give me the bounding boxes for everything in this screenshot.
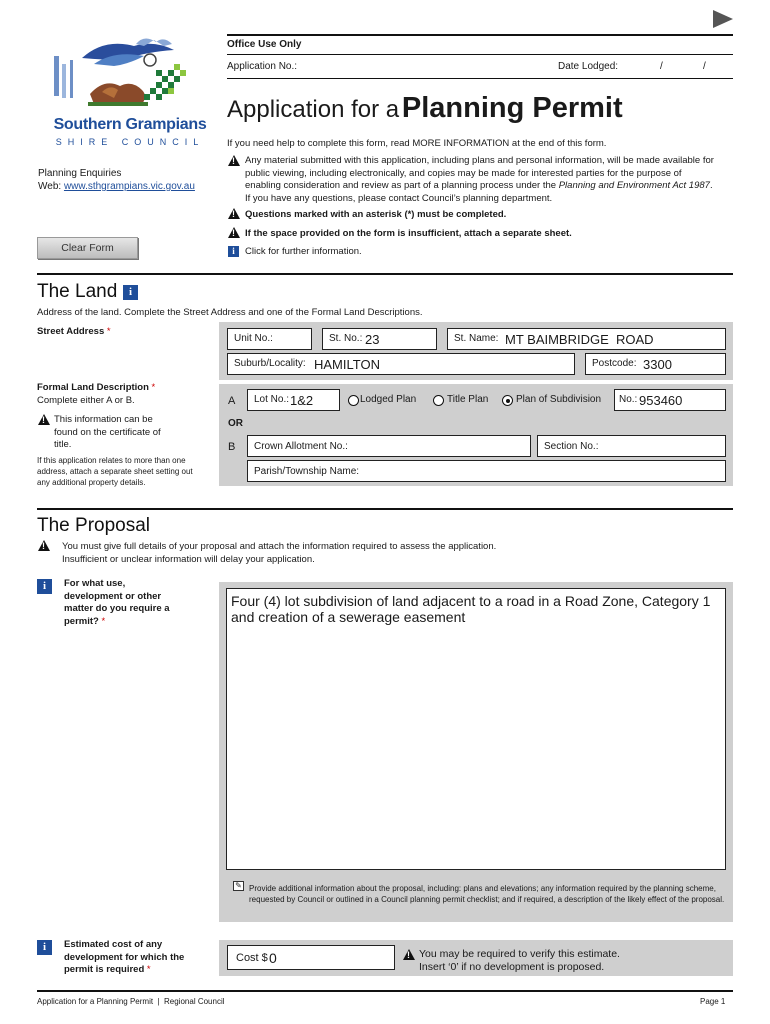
council-name: Southern Grampians [53, 116, 207, 133]
info-icon[interactable]: i [228, 246, 239, 257]
proposal-section-title: The Proposal [37, 515, 151, 536]
notice-text-a: Any material submitted with this application, including plans and personal information, will be made available for public viewing, including electronically, and copies may be made for interested parties for the purpose of enabling consideration and review as part of a planning process under the [245, 155, 714, 191]
cost-field[interactable] [227, 945, 395, 970]
parish-field[interactable] [247, 460, 726, 482]
street-name-field[interactable] [447, 328, 726, 350]
application-no-label: Application No.: [227, 61, 298, 72]
office-bottom-rule [227, 78, 733, 79]
formal-land-label [37, 382, 155, 395]
cost-label: Cost $ [236, 952, 268, 964]
warning-icon [228, 155, 240, 166]
date-separator-1: / [660, 61, 663, 72]
unit-no-field[interactable] [227, 328, 312, 350]
title-plan-label: Title Plan [447, 394, 489, 405]
date-lodged-label: Date Lodged: [558, 61, 619, 72]
lodged-plan-label: Lodged Plan [360, 394, 417, 405]
option-b-label: B [228, 441, 236, 453]
postcode-label: Postcode: [592, 358, 637, 369]
land-info-icon[interactable]: i [123, 285, 138, 300]
office-mid-rule [227, 54, 733, 55]
warning-icon [38, 540, 50, 551]
street-address-text: Street Address [37, 326, 105, 337]
required-asterisk: * [146, 964, 151, 975]
additional-info-text: Provide additional information about the proposal, including: plans and elevations; any information required by the planning scheme, requested by Council or outlined in a Council planning permit checklist; and if required, a description of the likely effect of the proposal. [249, 884, 725, 904]
cost-note-1: You may be required to verify this estimate. [419, 948, 620, 960]
website-line [38, 181, 195, 192]
warning-icon [228, 227, 240, 238]
multi-address-note: If this application relates to more than one address, attach a separate sheet setting out any additional property details. [37, 456, 193, 487]
formal-land-text: Formal Land Description [37, 382, 149, 393]
option-a-label: A [228, 395, 236, 407]
insufficient-space-notice: If the space provided on the form is insufficient, attach a separate sheet. [245, 228, 572, 239]
lot-no-value: 1&2 [290, 393, 314, 408]
further-info-text: Click for further information. [245, 246, 362, 257]
notice-text-b: . If you have any questions, please contact Council’s planning department. [245, 180, 713, 204]
plan-of-subdivision-radio[interactable] [502, 395, 513, 406]
section-no-label: Section No.: [544, 441, 599, 452]
certificate-note: This information can be found on the certificate of title. [54, 414, 161, 450]
asterisk-notice: Questions marked with an asterisk (*) must be completed. [245, 209, 507, 220]
required-asterisk: * [101, 615, 106, 627]
date-separator-2: / [703, 61, 706, 72]
plan-no-value: 953460 [639, 393, 683, 408]
postcode-field[interactable] [585, 353, 726, 375]
web-label: Web: [38, 181, 62, 192]
street-name-label: St. Name: [454, 333, 499, 344]
suburb-field[interactable] [227, 353, 575, 375]
parish-label: Parish/Township Name: [254, 466, 360, 477]
footer-rule [37, 990, 733, 992]
proposal-notice-line1: You must give full details of your proposal and attach the information required to assess the application. [62, 541, 497, 552]
complete-either-text: Complete either A or B. [37, 395, 135, 406]
required-asterisk: * [151, 382, 156, 393]
use-description-value: Four (4) lot subdivision of land adjacent to a road in a Road Zone, Category 1 and creation of a sewerage easement [231, 593, 711, 625]
lot-no-field[interactable] [247, 389, 340, 411]
section-no-field[interactable] [537, 435, 726, 457]
public-viewing-notice [245, 155, 720, 205]
lot-no-label: Lot No.: [254, 394, 290, 405]
suburb-value: HAMILTON [314, 357, 380, 372]
plan-no-field[interactable] [614, 389, 726, 411]
notice-act-name: Planning and Environment Act 1987 [558, 180, 710, 191]
street-address-label [37, 326, 111, 339]
warning-icon [38, 414, 50, 425]
cost-question [64, 939, 212, 977]
logo-graphic-icon [44, 30, 216, 120]
planning-enquiries-label: Planning Enquiries [38, 168, 122, 179]
proposal-section-rule [37, 508, 733, 510]
warning-icon [403, 949, 415, 960]
office-top-rule [227, 34, 733, 36]
clear-form-button[interactable] [37, 237, 138, 259]
use-info-icon[interactable]: i [37, 579, 52, 594]
edit-icon: ✎ [233, 881, 244, 891]
council-logo [44, 30, 216, 152]
clear-form-label: Clear Form [61, 242, 114, 254]
cost-value: 0 [269, 950, 277, 966]
suburb-label: Suburb/Locality: [234, 358, 306, 369]
plan-of-subdivision-label: Plan of Subdivision [516, 394, 602, 405]
cost-info-icon[interactable]: i [37, 940, 52, 955]
use-description-field[interactable] [226, 588, 726, 870]
cost-note-2: Insert ‘0’ if no development is proposed. [419, 961, 605, 973]
cost-question-text: Estimated cost of any development for which the permit is required [64, 939, 185, 975]
title-prefix: Application for a [227, 96, 400, 123]
proposal-notice-line2: Insufficient or unclear information will delay your application. [62, 554, 315, 565]
land-section-title: The Land [37, 281, 118, 302]
office-use-title: Office Use Only [227, 39, 302, 50]
footer-left: Application for a Planning Permit | Regional Council [37, 997, 225, 1006]
street-no-value: 23 [365, 332, 380, 347]
website-link[interactable]: www.sthgrampians.vic.gov.au [63, 181, 195, 192]
page-number: Page 1 [700, 997, 726, 1006]
unit-no-label: Unit No.: [234, 333, 273, 344]
land-section-rule [37, 273, 733, 275]
required-asterisk: * [106, 326, 111, 337]
land-intro: Address of the land. Complete the Street Address and one of the Formal Land Descriptions. [37, 307, 423, 318]
or-label: OR [228, 418, 243, 429]
title-bold: Planning Permit [401, 92, 623, 124]
help-text: If you need help to complete this form, read MORE INFORMATION at the end of this form. [227, 138, 607, 149]
next-page-arrow-icon[interactable] [713, 10, 733, 28]
title-plan-radio[interactable] [433, 395, 444, 406]
warning-icon [228, 208, 240, 219]
page-title [227, 92, 623, 125]
plan-no-label: No.: [619, 394, 638, 405]
crown-allotment-label: Crown Allotment No.: [254, 441, 348, 452]
street-name-value: MT BAIMBRIDGE ROAD [505, 332, 654, 347]
use-question [64, 578, 186, 628]
postcode-value: 3300 [643, 357, 672, 372]
street-no-label: St. No.: [329, 333, 363, 344]
council-subtitle: SHIRE COUNCIL [55, 137, 205, 147]
use-question-text: For what use, development or other matter do you require a permit? [64, 578, 170, 627]
crown-allotment-field[interactable] [247, 435, 531, 457]
lodged-plan-radio[interactable] [348, 395, 359, 406]
street-no-field[interactable] [322, 328, 437, 350]
